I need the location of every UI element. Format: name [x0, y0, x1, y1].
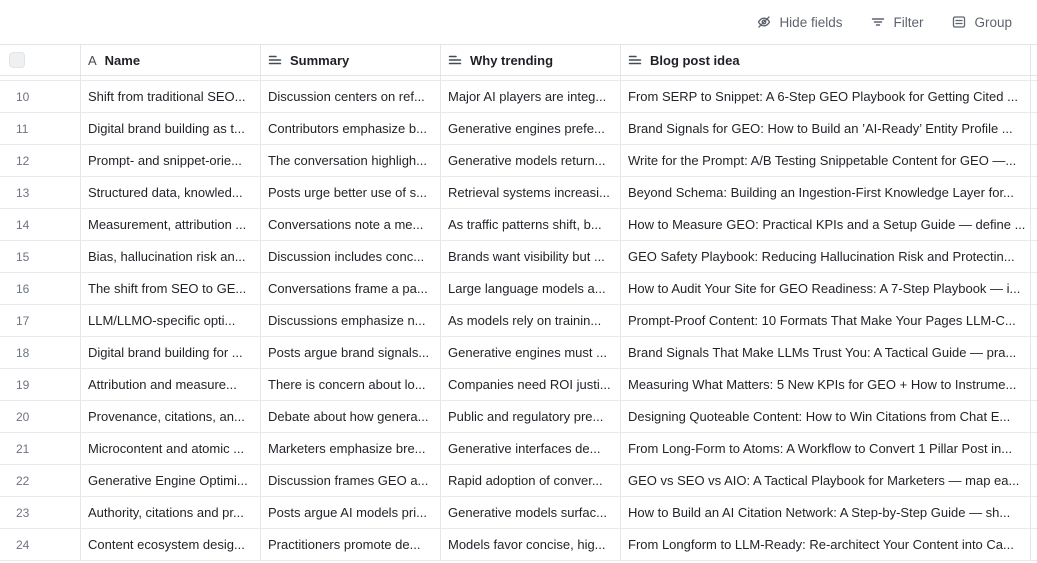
row-number[interactable]: 16 — [16, 281, 30, 296]
row-filler — [1030, 305, 1037, 336]
cell-blog[interactable]: Designing Quoteable Content: How to Win Citations from Chat E... — [620, 401, 1030, 432]
table-row — [0, 433, 1037, 465]
view-toolbar — [0, 0, 1037, 44]
table-body — [0, 81, 1037, 561]
row-filler — [1030, 529, 1037, 560]
partial-cell — [440, 76, 620, 80]
single-line-text-icon: A — [88, 52, 97, 68]
row-filler — [1030, 81, 1037, 112]
cell-blog[interactable]: Brand Signals for GEO: How to Build an ’AI-Ready’ Entity Profile ... — [620, 113, 1030, 144]
row-number[interactable]: 19 — [16, 377, 30, 392]
cell-blog[interactable]: Prompt-Proof Content: 10 Formats That Make Your Pages LLM-C... — [620, 305, 1030, 336]
row-number[interactable]: 18 — [16, 345, 30, 360]
row-filler — [1030, 273, 1037, 304]
long-text-icon — [628, 53, 642, 67]
row-filler — [1030, 337, 1037, 368]
cell-why[interactable]: Public and regulatory pre... — [440, 401, 620, 432]
table-row — [0, 241, 1037, 273]
row-filler — [1030, 209, 1037, 240]
hide-fields-label: Hide fields — [779, 14, 843, 30]
cell-why[interactable]: Generative interfaces de... — [440, 433, 620, 464]
long-text-icon — [448, 53, 462, 67]
column-header-row — [0, 44, 1037, 76]
partial-cell — [80, 76, 260, 80]
table-row — [0, 337, 1037, 369]
cell-summary[interactable]: Practitioners promote de... — [260, 529, 440, 560]
cell-name[interactable]: The shift from SEO to GE... — [80, 273, 260, 304]
cell-blog[interactable]: GEO vs SEO vs AIO: A Tactical Playbook for Marketers — map ea... — [620, 465, 1030, 496]
table-row — [0, 81, 1037, 113]
column-header-name[interactable] — [80, 45, 260, 75]
cell-why[interactable]: As traffic patterns shift, b... — [440, 209, 620, 240]
cell-why[interactable]: Generative models surfac... — [440, 497, 620, 528]
header-filler — [1030, 45, 1037, 75]
table-row — [0, 209, 1037, 241]
hide-fields-button[interactable] — [756, 14, 842, 30]
row-filler — [1030, 497, 1037, 528]
boxed-list-icon — [951, 14, 967, 30]
select-all-checkbox[interactable] — [9, 52, 25, 68]
cell-blog[interactable]: Beyond Schema: Building an Ingestion-First Knowledge Layer for... — [620, 177, 1030, 208]
cell-name[interactable]: Content ecosystem desig... — [80, 529, 260, 560]
cell-name[interactable]: Authority, citations and pr... — [80, 497, 260, 528]
cell-summary[interactable]: Discussion frames GEO a... — [260, 465, 440, 496]
cell-blog[interactable]: Measuring What Matters: 5 New KPIs for GEO + How to Instrume... — [620, 369, 1030, 400]
cell-why[interactable]: Generative models return... — [440, 145, 620, 176]
cell-why[interactable]: Companies need ROI justi... — [440, 369, 620, 400]
table-row — [0, 369, 1037, 401]
row-number[interactable]: 21 — [16, 441, 30, 456]
cell-name[interactable]: Shift from traditional SEO... — [80, 81, 260, 112]
row-filler — [1030, 369, 1037, 400]
cell-name[interactable]: Bias, hallucination risk an... — [80, 241, 260, 272]
group-button[interactable] — [951, 14, 1012, 30]
row-number[interactable]: 22 — [16, 473, 30, 488]
table-row — [0, 497, 1037, 529]
table-row — [0, 465, 1037, 497]
cell-summary[interactable]: Posts urge better use of s... — [260, 177, 440, 208]
cell-why[interactable]: Retrieval systems increasi... — [440, 177, 620, 208]
column-header-summary[interactable] — [260, 45, 440, 75]
cell-blog[interactable]: From Long-Form to Atoms: A Workflow to Convert 1 Pillar Post in... — [620, 433, 1030, 464]
table-row — [0, 401, 1037, 433]
cell-blog[interactable]: From Longform to LLM-Ready: Re-architect Your Content into Ca... — [620, 529, 1030, 560]
cell-blog[interactable]: GEO Safety Playbook: Reducing Hallucination Risk and Protectin... — [620, 241, 1030, 272]
row-number[interactable]: 12 — [16, 153, 30, 168]
column-label: Why trending — [470, 52, 554, 68]
row-number[interactable]: 23 — [16, 505, 30, 520]
row-number[interactable]: 15 — [16, 249, 30, 264]
funnel-icon — [870, 14, 886, 30]
cell-why[interactable]: Generative engines must ... — [440, 337, 620, 368]
table-row — [0, 145, 1037, 177]
row-number[interactable]: 14 — [16, 217, 30, 232]
row-number[interactable]: 24 — [16, 537, 30, 552]
cell-why[interactable]: Major AI players are integ... — [440, 81, 620, 112]
cell-blog[interactable]: Write for the Prompt: A/B Testing Snippetable Content for GEO —... — [620, 145, 1030, 176]
partial-cell — [260, 76, 440, 80]
table-row — [0, 529, 1037, 561]
cell-summary[interactable]: Posts argue brand signals... — [260, 337, 440, 368]
cell-summary[interactable]: Discussion includes conc... — [260, 241, 440, 272]
cell-blog[interactable]: How to Audit Your Site for GEO Readiness: A 7-Step Playbook — i... — [620, 273, 1030, 304]
group-label: Group — [974, 14, 1012, 30]
partial-cell — [0, 76, 80, 80]
cell-blog[interactable]: How to Build an AI Citation Network: A Step-by-Step Guide — sh... — [620, 497, 1030, 528]
column-header-why-trending[interactable] — [440, 45, 620, 75]
cell-name[interactable]: Digital brand building for ... — [80, 337, 260, 368]
column-label: Name — [104, 52, 141, 68]
cell-why[interactable]: As models rely on trainin... — [440, 305, 620, 336]
cell-name[interactable]: Microcontent and atomic ... — [80, 433, 260, 464]
select-all-cell — [0, 45, 80, 75]
cell-name[interactable]: Structured data, knowled... — [80, 177, 260, 208]
cell-why[interactable]: Rapid adoption of conver... — [440, 465, 620, 496]
cell-summary[interactable]: Marketers emphasize bre... — [260, 433, 440, 464]
row-filler — [1030, 465, 1037, 496]
cell-blog[interactable]: How to Measure GEO: Practical KPIs and a Setup Guide — define ... — [620, 209, 1030, 240]
table-row — [0, 113, 1037, 145]
cell-why[interactable]: Brands want visibility but ... — [440, 241, 620, 272]
cell-name[interactable]: Digital brand building as t... — [80, 113, 260, 144]
cell-name[interactable]: Provenance, citations, an... — [80, 401, 260, 432]
cell-summary[interactable]: Conversations note a me... — [260, 209, 440, 240]
filter-button[interactable] — [870, 14, 923, 30]
cell-name[interactable]: Attribution and measure... — [80, 369, 260, 400]
row-number[interactable]: 20 — [16, 409, 30, 424]
row-filler — [1030, 401, 1037, 432]
cell-blog[interactable]: From SERP to Snippet: A 6-Step GEO Playbook for Getting Cited ... — [620, 81, 1030, 112]
eye-slash-icon — [756, 14, 772, 30]
cell-why[interactable]: Models favor concise, hig... — [440, 529, 620, 560]
row-number[interactable]: 13 — [16, 185, 30, 200]
cell-summary[interactable]: Contributors emphasize b... — [260, 113, 440, 144]
partial-cell — [1030, 76, 1037, 80]
column-label: Summary — [290, 52, 350, 68]
cell-summary[interactable]: Discussions emphasize n... — [260, 305, 440, 336]
cell-why[interactable]: Generative engines prefe... — [440, 113, 620, 144]
row-number[interactable]: 17 — [16, 313, 30, 328]
row-filler — [1030, 177, 1037, 208]
row-number[interactable]: 10 — [16, 89, 30, 104]
cell-name[interactable]: LLM/LLMO-specific opti... — [80, 305, 260, 336]
column-header-blog-post-idea[interactable] — [620, 45, 1030, 75]
cell-summary[interactable]: The conversation highligh... — [260, 145, 440, 176]
cell-why[interactable]: Large language models a... — [440, 273, 620, 304]
table-row — [0, 177, 1037, 209]
cell-summary[interactable]: Debate about how genera... — [260, 401, 440, 432]
row-filler — [1030, 145, 1037, 176]
column-label: Blog post idea — [650, 52, 740, 68]
table-row — [0, 305, 1037, 337]
row-filler — [1030, 113, 1037, 144]
partial-cell — [620, 76, 1030, 80]
cell-summary[interactable]: Conversations frame a pa... — [260, 273, 440, 304]
table-row — [0, 273, 1037, 305]
cell-name[interactable]: Generative Engine Optimi... — [80, 465, 260, 496]
cell-name[interactable]: Prompt- and snippet-orie... — [80, 145, 260, 176]
filter-label: Filter — [893, 14, 924, 30]
cell-summary[interactable]: Discussion centers on ref... — [260, 81, 440, 112]
cell-summary[interactable]: Posts argue AI models pri... — [260, 497, 440, 528]
cell-blog[interactable]: Brand Signals That Make LLMs Trust You: A Tactical Guide — pra... — [620, 337, 1030, 368]
row-filler — [1030, 241, 1037, 272]
cell-summary[interactable]: There is concern about lo... — [260, 369, 440, 400]
row-number[interactable]: 11 — [16, 121, 29, 136]
row-filler — [1030, 433, 1037, 464]
cell-name[interactable]: Measurement, attribution ... — [80, 209, 260, 240]
data-grid — [0, 44, 1037, 561]
long-text-icon — [268, 53, 282, 67]
